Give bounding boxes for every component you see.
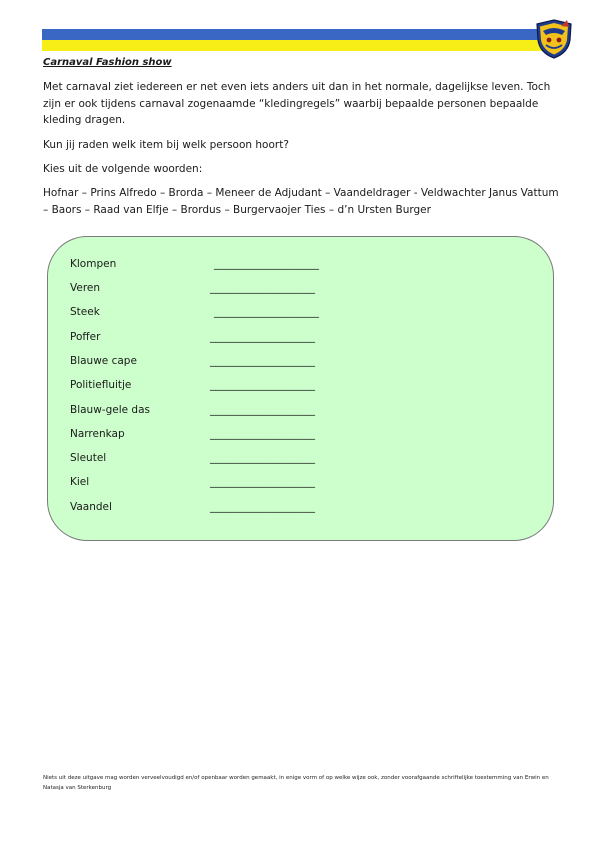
- item-label: Veren: [70, 282, 101, 294]
- item-label: Blauwe cape: [70, 355, 137, 367]
- item-label: Poffer: [70, 331, 101, 343]
- answer-line[interactable]: ____________________: [210, 355, 315, 367]
- question-text: Kun jij raden welk item bij welk persoon hoort?: [43, 139, 289, 151]
- answer-line[interactable]: ____________________: [210, 282, 315, 294]
- page-title: Carnaval Fashion show: [43, 57, 172, 68]
- item-label: Kiel: [70, 476, 90, 488]
- carnival-shield-emblem-icon: [534, 18, 574, 60]
- answer-line[interactable]: ____________________: [210, 452, 315, 464]
- item-label: Steek: [70, 306, 100, 318]
- intro-paragraph: Met carnaval ziet iedereen er net even iets anders uit dan in het normale, dagelijkse leven. Toch zijn er ook tijdens carnaval zogenaamde “kledingregels” waarbij bepaalde personen bepaalde kleding dragen.: [43, 81, 551, 126]
- item-label: Politiefluitje: [70, 379, 132, 391]
- word-bank: Hofnar – Prins Alfredo – Brorda – Meneer de Adjudant – Vaandeldrager - Veldwachter Janus Vattum – Baors – Raad van Elfje – Brordus – Burgervaojer Ties – d’n Ursten Burger: [43, 187, 559, 216]
- header-bar-blue: [42, 29, 539, 40]
- answer-line[interactable]: ____________________: [210, 476, 315, 488]
- answer-line[interactable]: ____________________: [214, 306, 319, 318]
- answer-line[interactable]: ____________________: [210, 379, 315, 391]
- answer-line[interactable]: ____________________: [210, 501, 315, 513]
- header-bar-yellow: [42, 40, 557, 51]
- instruction-text: Kies uit de volgende woorden:: [43, 163, 203, 175]
- answer-line[interactable]: ____________________: [210, 331, 315, 343]
- item-label: Sleutel: [70, 452, 107, 464]
- item-label: Narrenkap: [70, 428, 125, 440]
- answer-line[interactable]: ____________________: [214, 258, 319, 270]
- answer-line[interactable]: ____________________: [210, 428, 315, 440]
- item-label: Klompen: [70, 258, 117, 270]
- answer-line[interactable]: ____________________: [210, 404, 315, 416]
- item-label: Vaandel: [70, 501, 112, 513]
- copyright-footer: Niets uit deze uitgave mag worden verveelvoudigd en/of openbaar worden gemaakt, in enige vorm of op welke wijze ook, zonder voorafgaande schriftelijke toestemming van Erwin en Natasja van Sterkenburg: [43, 775, 549, 791]
- item-label: Blauw-gele das: [70, 404, 150, 416]
